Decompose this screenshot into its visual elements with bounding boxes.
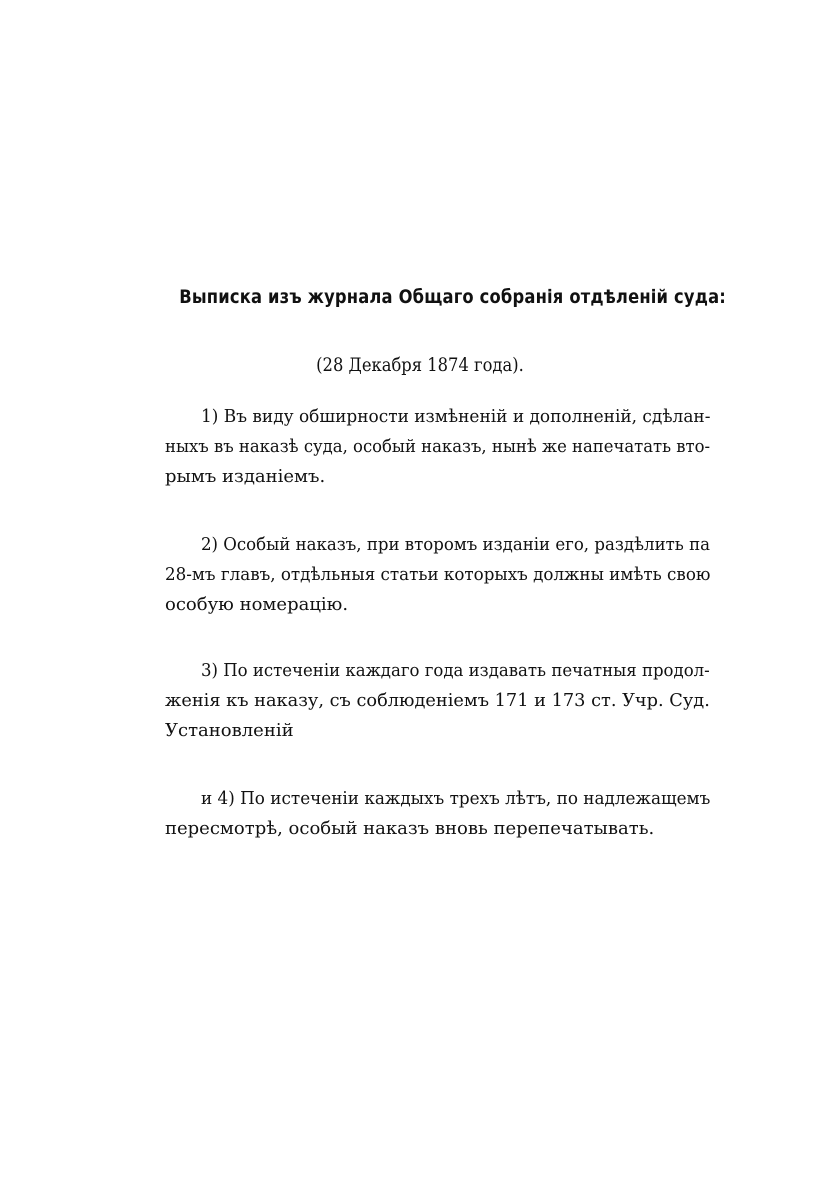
paragraph-line: рымъ изданіемъ. (165, 466, 326, 487)
paragraph-line: пересмотрѣ, особый наказъ вновь перепечатывать. (165, 818, 655, 839)
paragraph-line: Установленій (165, 720, 294, 741)
paragraph-line: ныхъ въ наказѣ суда, особый наказъ, нынѣ же напечатать вто- (165, 436, 711, 457)
paragraph-line: 3) По истеченіи каждаго года издавать печатныя продол- (201, 660, 710, 681)
paragraph-line: 28-мъ главъ, отдѣльныя статьи которыхъ должны имѣть свою (165, 564, 711, 585)
document-date: (28 Декабря 1874 года). (316, 354, 524, 376)
paragraph-1 (165, 402, 710, 492)
paragraph-line: 2) Особый наказъ, при второмъ изданіи его, раздѣлить па (201, 534, 710, 555)
paragraph-line: особую номерацію. (165, 594, 349, 615)
paragraph-line: женія къ наказу, съ соблюденіемъ 171 и 173 ст. Учр. Суд. (165, 690, 710, 711)
document-title: Выписка изъ журнала Общаго собранія отдѣленій суда: (179, 286, 726, 308)
paragraph-4 (165, 784, 710, 844)
paragraph-3 (165, 656, 710, 746)
paragraph-2 (165, 530, 710, 620)
paragraph-line: 1) Въ виду обширности измѣненій и дополненій, сдѣлан- (201, 406, 711, 427)
paragraph-line: и 4) По истеченіи каждыхъ трехъ лѣтъ, по надлежащемъ (201, 788, 711, 809)
